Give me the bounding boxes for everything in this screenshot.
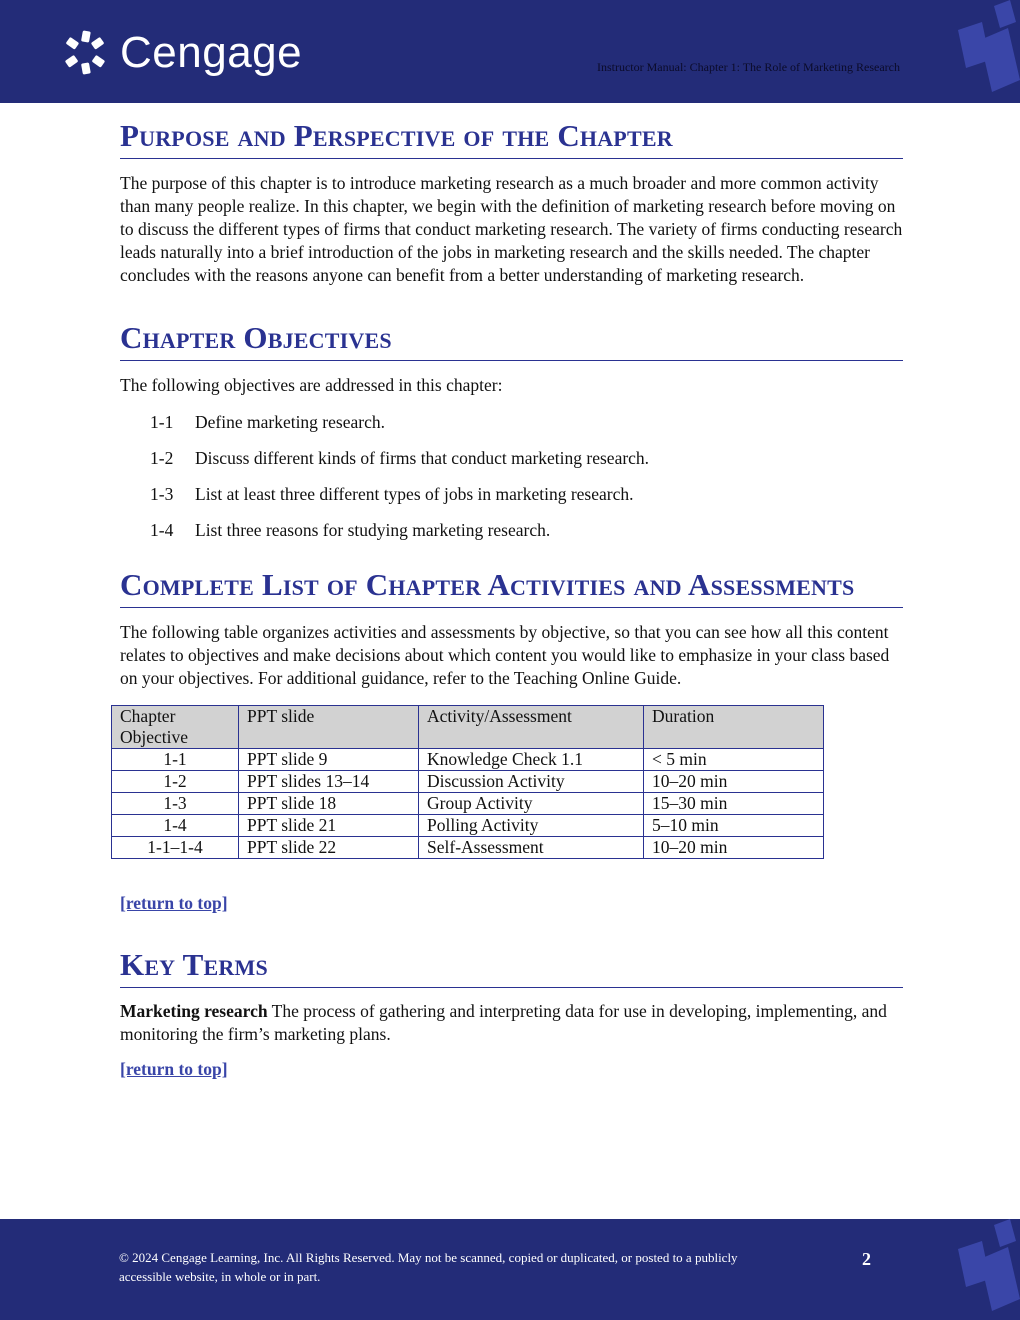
table-row	[112, 771, 824, 793]
copyright-notice: © 2024 Cengage Learning, Inc. All Rights Reserved. May not be scanned, copied or duplicated, or posted to a publicly accessible website, in whole or in part.	[119, 1250, 738, 1284]
table-cell: PPT slide 9	[239, 749, 419, 771]
section-heading-activities: Complete List of Chapter Activities and Assessments	[120, 565, 903, 608]
table-cell: 1-2	[112, 771, 239, 793]
page-header	[0, 0, 1020, 103]
page-number: 2	[862, 1249, 871, 1269]
column-header: Activity/Assessment	[419, 706, 644, 749]
column-header: Chapter Objective	[112, 706, 239, 749]
table-row	[112, 815, 824, 837]
activities-paragraph: The following table organizes activities and assessments by objective, so that you can see how all this content relates to objectives and make decisions about which content you would like to emphasize in your class based on your objectives. For additional guidance, refer to the Teaching Online Guide.	[120, 622, 890, 688]
decorative-shapes-icon	[950, 1219, 1020, 1320]
key-term-entry	[120, 1000, 903, 1046]
activities-table	[111, 705, 824, 859]
table-cell: 1-1–1-4	[112, 837, 239, 859]
objective-text: Define marketing research.	[195, 412, 385, 432]
list-item	[150, 483, 903, 506]
table-cell: PPT slide 18	[239, 793, 419, 815]
cengage-logo-icon	[62, 29, 110, 77]
table-cell: 10–20 min	[644, 771, 824, 793]
table-cell: 5–10 min	[644, 815, 824, 837]
column-header: Duration	[644, 706, 824, 749]
brand-name: Cengage	[120, 28, 303, 77]
table-cell: PPT slide 22	[239, 837, 419, 859]
table-cell: Self-Assessment	[419, 837, 644, 859]
section-heading-purpose: Purpose and Perspective of the Chapter	[120, 116, 903, 159]
table-cell: Group Activity	[419, 793, 644, 815]
table-cell: 10–20 min	[644, 837, 824, 859]
table-row	[112, 837, 824, 859]
section-heading-objectives: Chapter Objectives	[120, 318, 903, 361]
list-item	[150, 447, 903, 470]
table-cell: 1-3	[112, 793, 239, 815]
list-item	[150, 519, 903, 542]
table-cell: 1-1	[112, 749, 239, 771]
objective-text: List at least three different types of jobs in marketing research.	[195, 484, 634, 504]
table-row	[112, 793, 824, 815]
table-cell: 15–30 min	[644, 793, 824, 815]
objective-number: 1-4	[150, 520, 174, 540]
table-cell: Discussion Activity	[419, 771, 644, 793]
objective-number: 1-1	[150, 412, 174, 432]
table-header-row	[112, 706, 824, 749]
table-row	[112, 749, 824, 771]
list-item	[150, 411, 903, 434]
table-cell: Knowledge Check 1.1	[419, 749, 644, 771]
purpose-paragraph: The purpose of this chapter is to introduce marketing research as a much broader and more common activity than many people realize. In this chapter, we begin with the definition of marketing research before moving on to discuss the different types of firms that conduct marketing research. The variety of firms conducting research leads naturally into a brief introduction of the jobs in marketing research and the skills needed. The chapter concludes with the reasons anyone can benefit from a better understanding of marketing research.	[120, 173, 903, 285]
column-header: PPT slide	[239, 706, 419, 749]
objective-text: List three reasons for studying marketing research.	[195, 520, 551, 540]
table-cell: PPT slides 13–14	[239, 771, 419, 793]
return-to-top-link[interactable]: [return to top]	[120, 1059, 228, 1079]
return-to-top-link[interactable]: [return to top]	[120, 893, 228, 913]
document-title: Instructor Manual: Chapter 1: The Role of Marketing Research	[596, 60, 900, 74]
section-heading-key-terms: Key Terms	[120, 945, 903, 988]
table-cell: 1-4	[112, 815, 239, 837]
objective-number: 1-2	[150, 448, 174, 468]
main-content	[120, 116, 903, 1080]
table-cell: PPT slide 21	[239, 815, 419, 837]
objectives-list	[150, 411, 903, 542]
objective-text: Discuss different kinds of firms that conduct marketing research.	[195, 448, 650, 468]
decorative-shapes-icon	[950, 0, 1020, 103]
cengage-logo	[62, 28, 302, 78]
objective-number: 1-3	[150, 484, 174, 504]
objectives-intro: The following objectives are addressed in this chapter:	[120, 375, 503, 395]
table-cell: < 5 min	[644, 749, 824, 771]
page-footer	[0, 1219, 1020, 1320]
key-term-definition: The process of gathering and interpreting data for use in developing, implementing, and monitoring the firm’s marketing plans.	[120, 1001, 887, 1044]
key-term: Marketing research	[120, 1001, 268, 1021]
table-cell: Polling Activity	[419, 815, 644, 837]
